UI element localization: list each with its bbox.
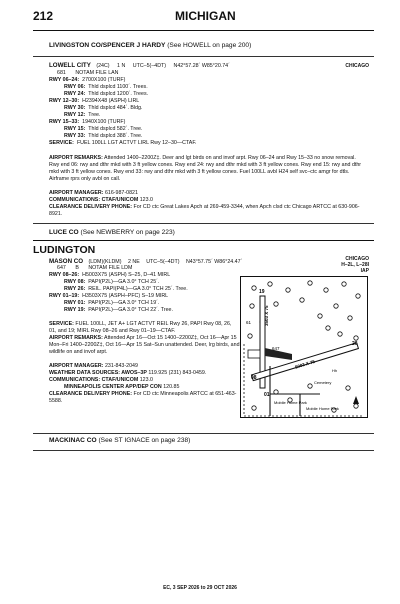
lowell-notam: NOTAM FILE LAN <box>75 70 119 76</box>
livingston-xref <box>49 42 251 49</box>
mackinac-name: MACKINAC CO <box>49 437 97 444</box>
lowell-runway-line <box>49 140 366 147</box>
mason-weather: 119.925 (231) 843-0459. <box>148 370 207 376</box>
mason-manager: 231-843-2049 <box>104 363 138 369</box>
line-label: SERVICE: <box>49 140 74 147</box>
line-label: RWY 08–26: <box>49 272 80 278</box>
mason-coords: N43°57.75´ W86°24.47´ <box>185 259 243 265</box>
line-text: PAPI(P2L)—GA 3.0° TCH 25´. <box>88 279 160 286</box>
mason-manager-label: AIRPORT MANAGER: <box>49 363 104 369</box>
livingston-name: LIVINGSTON CO/SPENCER J HARDY <box>49 42 166 49</box>
line-label: RWY 15–33: <box>49 119 80 126</box>
line-label: RWY 33: <box>64 133 86 140</box>
divider <box>33 56 374 57</box>
line-text: H5003X75 (ASPH) S–25, D–41 MIRL <box>82 272 171 278</box>
line-label: RWY 15: <box>64 126 86 133</box>
mason-service <box>49 321 240 335</box>
luce-name: LUCE CO <box>49 229 79 236</box>
label-e1: 61 <box>246 320 252 325</box>
line-label: RWY 06–24: <box>49 77 80 83</box>
lowell-manager-label: AIRPORT MANAGER: <box>49 190 104 196</box>
line-label: RWY 12: <box>64 112 86 119</box>
mason-chart1: H–2L, L–28I <box>341 262 369 268</box>
lowell-runway-line <box>49 77 366 84</box>
line-text: 2700X100 (TURF) <box>82 77 126 83</box>
mason-remarks-text: Attended Apr 16—Oct 15 1400–2200Z‡, Oct 16—Apr 15 Mon–Fri 1400–2200Z‡, Oct 16—Apr 15 Sat–Sun unattended. Deer, lrg birds, and wildlife on and invof arpt. <box>49 335 240 356</box>
lowell-dist: 1 N <box>117 63 126 69</box>
label-cemetery: Cemetery <box>314 380 332 385</box>
mason-utc: UTC–5(–4DT) <box>146 259 180 265</box>
state-title: MICHIGAN <box>175 9 236 23</box>
label-01: 01 <box>264 392 270 398</box>
line-text: Tree. <box>88 112 101 119</box>
mason-chart2: IAP <box>360 268 369 274</box>
mason-region: CHICAGO <box>345 256 369 262</box>
rwy-0826-dims: 5003 X 75 <box>294 358 316 370</box>
mason-weather-label: WEATHER DATA SOURCES: AWOS–3P <box>49 370 147 376</box>
lowell-runway-line <box>64 126 366 133</box>
lowell-clearance-label: CLEARANCE DELIVERY PHONE: <box>49 204 132 210</box>
lowell-elev-line <box>57 70 366 77</box>
line-label: RWY 01: <box>64 300 86 307</box>
divider <box>33 223 374 224</box>
line-text: H3503X75 (ASPH–PFC) S–19 MIRL <box>82 293 169 300</box>
mason-ident: (LDM)(KLDM) <box>88 259 122 265</box>
lowell-coords: N42°57.28´ W85°20.74´ <box>173 63 230 69</box>
line-label: RWY 08: <box>64 279 86 286</box>
mason-remarks <box>49 335 240 356</box>
lowell-utc: UTC–5(–4DT) <box>132 63 167 69</box>
mason-remarks-label: AIRPORT REMARKS: <box>49 335 103 341</box>
lowell-name: LOWELL CITY <box>49 62 91 69</box>
divider <box>33 450 374 451</box>
mason-clearance-text: For CD ctc Minneapolis ARTCC at 651-463-5588. <box>49 391 237 405</box>
label-19: 19 <box>259 289 265 295</box>
label-08: 08 <box>251 375 257 381</box>
divider <box>33 433 374 434</box>
mason-app-label: MINNEAPOLIS CENTER APP/DEP CON <box>64 384 162 390</box>
mason-clearance-label: CLEARANCE DELIVERY PHONE: <box>49 391 132 397</box>
line-text: REIL. PAPI(P4L)—GA 3.0° TCH 25´. Tree. <box>88 286 188 293</box>
line-text: FUEL 100LL LGT ACTVT LIRL Rwy 12–30—CTAF. <box>76 140 197 147</box>
line-label: RWY 01–19: <box>49 293 80 300</box>
label-park2: Mobile Home Park <box>306 406 339 411</box>
label-26: 26 <box>352 341 358 347</box>
lowell-title-line <box>49 62 366 70</box>
line-label: RWY 24: <box>64 91 86 98</box>
mason-app: 120.85 <box>163 384 180 390</box>
lowell-ident: (24C) <box>96 63 110 69</box>
divider <box>33 240 374 241</box>
page-number: 212 <box>33 9 54 23</box>
mason-comms-label: COMMUNICATIONS: CTAF/UNICOM <box>49 377 139 383</box>
lowell-region: CHICAGO <box>345 63 369 69</box>
rwy-0119-dims: 3503 X 75 <box>264 305 269 326</box>
lowell-comms: 123.0 <box>139 197 153 203</box>
lowell-manager: 616-987-0821 <box>104 190 138 196</box>
lowell-remarks-text: Attended 1400–2200Z‡. Deer and lgt birds on and invof arpt. Rwy 06–24 and Rwy 15–33 no snow removal. Rwy end 06: rwy and dthr mkd with 3 ft yellow cones. Rwy end 24: rwy and dthr mkd with 3 ft yellow cones. Rwy end 15: rwy and dthr mkd with 3 ft yellow cones. Rwy end 33: rwy and dthr mkd with 3 ft yellow cones. Fuel 100LL avbl H24 self svc–ctc amgr for dtls. Airframe rprs only avbl on call. <box>49 155 362 183</box>
mackinac-ref: (See ST IGNACE on page 238) <box>98 437 191 444</box>
livingston-ref: (See HOWELL on page 200) <box>167 42 252 49</box>
lowell-comms-line <box>49 197 366 204</box>
mackinac-xref <box>49 437 190 444</box>
label-park1: Mobile Home Park <box>274 400 307 405</box>
label-elev: 647 <box>272 346 280 351</box>
line-label: RWY 12–30: <box>49 98 80 105</box>
lowell-clearance-text: For CD ctc Great Lakes Apch at 269-459-3344, when Apch clsd ctc Chicago ARTCC at 630-906-8921. <box>49 204 360 218</box>
lowell-comms-label: COMMUNICATIONS: CTAF/UNICOM <box>49 197 139 203</box>
lowell-clearance <box>49 204 366 218</box>
mason-name: MASON CO <box>49 258 84 265</box>
lowell-runway-line <box>49 119 366 126</box>
line-text: 1940X100 (TURF) <box>82 119 126 126</box>
mason-elev: 647 <box>57 265 66 271</box>
line-label: RWY 19: <box>64 307 86 314</box>
building <box>248 350 260 358</box>
effective-dates: EC, 3 SEP 2026 to 29 OCT 2026 <box>163 585 237 591</box>
label-hh: Hh <box>332 368 338 373</box>
line-text: Thld dsplcd 388´. Tree. <box>88 133 143 140</box>
line-text: PAPI(P2L)—GA 3.0° TCH 19´. <box>88 300 160 307</box>
mason-notam: NOTAM FILE LDM <box>88 265 133 271</box>
mason-comms: 123.0 <box>139 377 153 383</box>
mason-service-label: SERVICE: <box>49 321 74 327</box>
lowell-remarks-label: AIRPORT REMARKS: <box>49 155 103 161</box>
luce-xref <box>49 229 175 236</box>
lowell-runway-line <box>64 84 366 91</box>
line-text: Thld dsplcd 1100´. Trees. <box>88 84 148 91</box>
mason-fuel-class: B <box>75 265 79 271</box>
line-text: Thld dsplcd 484´. Bldg. <box>88 105 143 112</box>
lowell-runway-line <box>49 98 366 105</box>
lowell-remarks <box>49 155 366 183</box>
mason-elev-line <box>57 265 366 272</box>
line-label: RWY 30: <box>64 105 86 112</box>
line-text: H2394X48 (ASPH) LIRL <box>82 98 140 105</box>
line-text: PAPI(P2L)—GA 3.0° TCH 22´. Tree. <box>88 307 173 314</box>
header-rule <box>33 30 374 31</box>
line-label: RWY 06: <box>64 84 86 91</box>
ludington-title: LUDINGTON <box>33 244 96 256</box>
mason-dist: 2 NE <box>127 259 140 265</box>
lowell-manager-line <box>49 190 366 197</box>
lowell-elev: 681 <box>57 70 66 76</box>
lowell-runway-line <box>64 105 366 112</box>
line-text: Thld dsplcd 582´. Tree. <box>88 126 143 133</box>
airport-diagram <box>240 276 368 418</box>
line-label: RWY 26: <box>64 286 86 293</box>
mason-service-text: FUEL 100LL, JET A+ LGT ACTVT REIL Rwy 26, PAPI Rwy 08, 26, 01, and 19; MIRL Rwy 08–26 and Rwy 01–19—CTAF. <box>49 321 232 335</box>
luce-ref: (See NEWBERRY on page 223) <box>80 229 175 236</box>
lowell-runway-line <box>64 133 366 140</box>
lowell-runway-line <box>64 91 366 98</box>
lowell-runway-line <box>64 112 366 119</box>
mason-clearance <box>49 391 240 405</box>
line-text: Thld dsplcd 1200´. Trees. <box>88 91 149 98</box>
